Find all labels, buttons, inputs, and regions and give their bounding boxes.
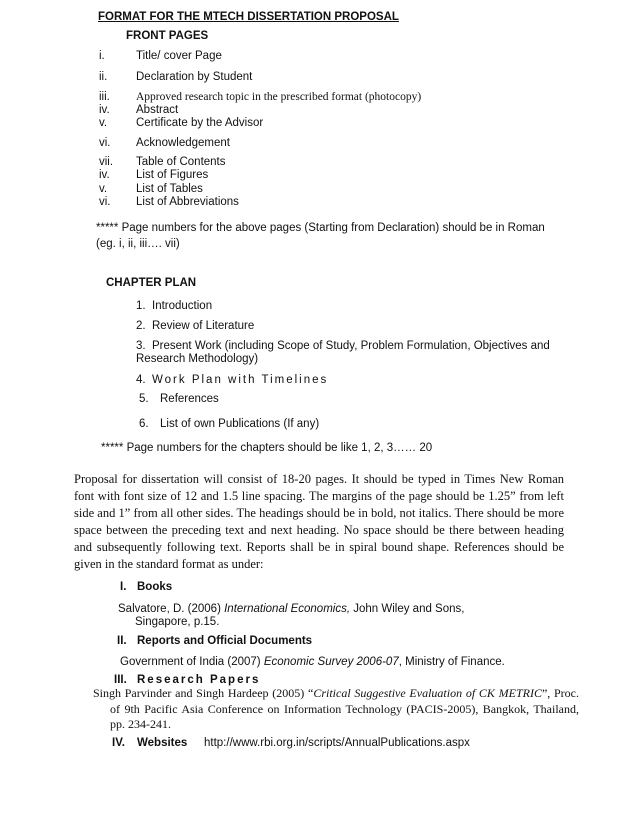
reports-heading: Reports and Official Documents xyxy=(137,635,313,647)
list-item: Declaration by Student xyxy=(136,71,253,83)
front-pages-note-example: (eg. i, ii, iii…. vii) xyxy=(96,238,180,250)
list-item-number: v. xyxy=(99,117,108,129)
guidelines-paragraph: Proposal for dissertation will consist of 18-20 pages. It should be typed in Times New Roman font with font size of 12 and 1.5 line spacing. The margins of the page should be 1.25” from left side and 1” from all other sides. The headings should be in bold, not italics. There should be more space between the preceding text and next heading. No space should be there between heading and subsequently following text. Reports shall be in spiral bound shape. References should be given in the standard format as under: xyxy=(74,472,564,571)
reference-author: Government of India (2007) xyxy=(120,656,264,668)
list-item: Approved research topic in the prescribed format (photocopy) xyxy=(136,91,422,103)
chapter-item: Work Plan with Timelines xyxy=(152,374,329,386)
chapter-number: 4. xyxy=(136,374,146,386)
list-item-number: i. xyxy=(99,50,105,62)
list-item-number: iv. xyxy=(99,104,110,116)
chapter-plan-heading: CHAPTER PLAN xyxy=(106,277,197,289)
websites-number: IV. xyxy=(112,737,126,749)
list-item: Certificate by the Advisor xyxy=(136,117,264,129)
list-item: Title/ cover Page xyxy=(136,50,222,62)
reports-number: II. xyxy=(117,635,127,647)
website-url[interactable]: http://www.rbi.org.in/scripts/AnnualPublications.aspx xyxy=(204,737,470,749)
research-papers-number: III. xyxy=(114,674,127,686)
list-item-number: vi. xyxy=(99,196,111,208)
list-item: Abstract xyxy=(136,104,179,116)
chapter-plan-note: ***** Page numbers for the chapters should be like 1, 2, 3…… 20 xyxy=(101,442,433,454)
list-item-number: vi. xyxy=(99,137,111,149)
research-papers-heading: Research Papers xyxy=(137,674,261,686)
list-item: Table of Contents xyxy=(136,156,226,168)
research-papers-reference xyxy=(93,686,579,733)
list-item-number: ii. xyxy=(99,71,108,83)
reference-details: ”, Proc. of 9th Pacific Asia Conference on Information Technology (PACIS-2005), Bangkok, Thailand, pp. 234-241. xyxy=(110,686,580,731)
reference-publisher: , Ministry of Finance. xyxy=(398,656,505,668)
reports-reference xyxy=(120,655,505,669)
reference-author: Singh Parvinder and Singh Hardeep (2005) “ xyxy=(93,686,314,700)
chapter-item-continuation: Research Methodology) xyxy=(136,353,259,365)
chapter-number: 5. xyxy=(139,393,149,405)
chapter-item: Review of Literature xyxy=(152,320,255,332)
list-item: List of Figures xyxy=(136,169,209,181)
chapter-number: 6. xyxy=(139,418,149,430)
reference-title: Critical Suggestive Evaluation of CK METRIC xyxy=(313,686,542,700)
page-title: FORMAT FOR THE MTECH DISSERTATION PROPOSAL xyxy=(98,11,399,23)
chapter-number: 3. xyxy=(136,340,146,352)
chapter-number: 2. xyxy=(136,320,146,332)
chapter-item: Introduction xyxy=(152,300,213,312)
reference-author: Salvatore, D. (2006) xyxy=(118,603,225,615)
websites-heading: Websites xyxy=(137,737,188,749)
chapter-item: List of own Publications (If any) xyxy=(160,418,320,430)
front-pages-note: ***** Page numbers for the above pages (Starting from Declaration) should be in Roman xyxy=(96,222,545,234)
chapter-item: References xyxy=(160,393,219,405)
list-item-number: v. xyxy=(99,183,108,195)
books-number: I. xyxy=(120,581,127,593)
reference-title: International Economics, xyxy=(224,603,351,615)
list-item-number: vii. xyxy=(99,156,114,168)
list-item: Acknowledgement xyxy=(136,137,230,149)
books-reference-continuation: Singapore, p.15. xyxy=(135,616,220,628)
list-item-number: iii. xyxy=(99,91,110,103)
chapter-item: Present Work (including Scope of Study, Problem Formulation, Objectives and xyxy=(152,340,550,352)
reference-title: Economic Survey 2006-07 xyxy=(263,656,399,668)
reference-publisher: John Wiley and Sons, xyxy=(350,603,465,615)
books-heading: Books xyxy=(137,581,173,593)
list-item: List of Tables xyxy=(136,183,203,195)
list-item-number: iv. xyxy=(99,169,110,181)
list-item: List of Abbreviations xyxy=(136,196,239,208)
front-pages-heading: FRONT PAGES xyxy=(126,30,209,42)
chapter-number: 1. xyxy=(136,300,146,312)
books-reference xyxy=(118,602,528,616)
